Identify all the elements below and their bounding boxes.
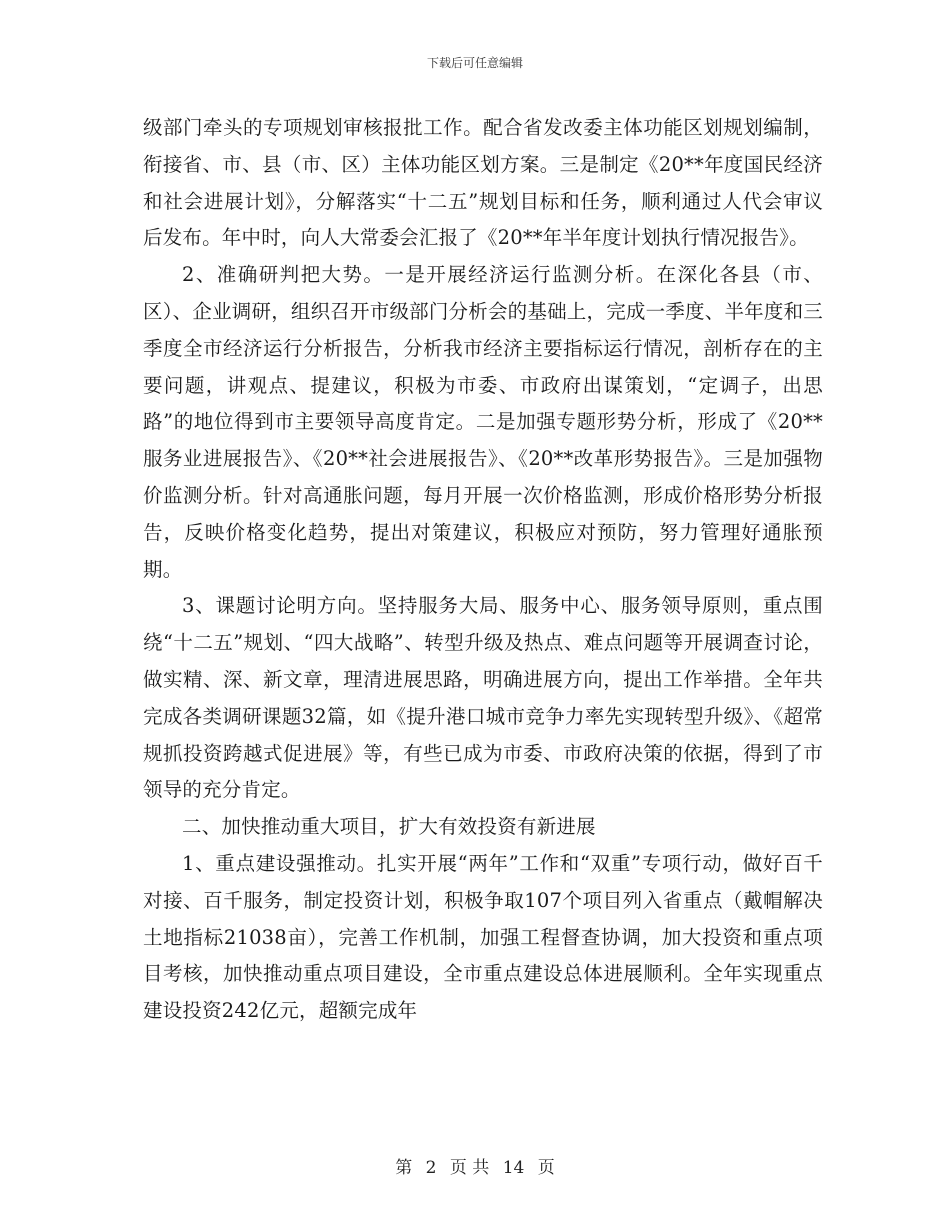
footer-middle: 页 共 bbox=[449, 1158, 490, 1178]
footer-total-pages: 14 bbox=[502, 1158, 525, 1178]
footer-prefix: 第 bbox=[395, 1158, 413, 1178]
footer-suffix: 页 bbox=[537, 1158, 555, 1178]
paragraph-4: 1、重点建设强推动。扎实开展“两年”工作和“双重”专项行动，做好百千对接、百千服务，制定投资计划，积极争取107个项目列入省重点（戴帽解决土地指标21038亩），完善工作机制，加强工程督查协调，加大投资和重点项目考核，加快推动重点项目建设，全市重点建设总体进展顺利。全年实现重点建设投资242亿元，超额完成年 bbox=[143, 851, 823, 1023]
footer-current-page: 2 bbox=[425, 1158, 437, 1178]
page-footer bbox=[0, 1153, 950, 1178]
paragraph-1: 级部门牵头的专项规划审核报批工作。配合省发改委主体功能区划规划编制，衔接省、市、县（市、区）主体功能区划方案。三是制定《20**年度国民经济和社会进展计划》，分解落实“十二五”规划目标和任务，顺利通过人代会审议后发布。年中时，向人大常委会汇报了《20**年半年度计划执行情况报告》。 bbox=[143, 116, 823, 250]
body-text bbox=[143, 110, 823, 1030]
section-heading: 二、加快推动重大项目，扩大有效投资有新进展 bbox=[182, 815, 596, 839]
paragraph-3: 3、课题讨论明方向。坚持服务大局、服务中心、服务领导原则，重点围绕“十二五”规划、“四大战略”、转型升级及热点、难点问题等开展调查讨论，做实精、深、新文章，理清进展思路，明确进展方向，提出工作举措。全年共完成各类调研课题32篇，如《提升港口城市竞争力率先实现转型升级》、《超常规抓投资跨越式促进展》等，有些已成为市委、市政府决策的依据，得到了市领导的充分肯定。 bbox=[143, 594, 823, 802]
header-note: 下载后可任意编辑 bbox=[426, 56, 523, 70]
paragraph-2: 2、准确研判把大势。一是开展经济运行监测分析。在深化各县（市、区）、企业调研，组织召开市级部门分析会的基础上，完成一季度、半年度和三季度全市经济运行分析报告，分析我市经济主要指标运行情况，剖析存在的主要问题，讲观点、提建议，积极为市委、市政府出谋策划，“定调子，出思路”的地位得到市主要领导高度肯定。二是加强专题形势分析，形成了《20**服务业进展报告》、《20**社会进展报告》、《20**改革形势报告》。三是加强物价监测分析。针对高通胀问题，每月开展一次价格监测，形成价格形势分析报告，反映价格变化趋势，提出对策建议，积极应对预防，努力管理好通胀预期。 bbox=[143, 263, 823, 581]
